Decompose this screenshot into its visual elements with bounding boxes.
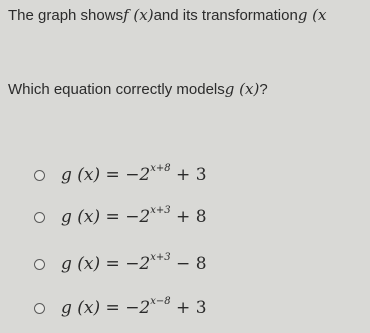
question-mark: ? [259,81,268,98]
gx-math-cut: g (x [297,6,327,24]
radio-button-b[interactable] [34,212,45,223]
question-line-2 [8,80,268,98]
radio-button-c[interactable] [34,259,45,270]
fx-math: f (x) [123,6,154,24]
question-line-1 [8,6,327,24]
equation-d: g $(x) = -2^{x-8} + 3$ [61,296,207,318]
answer-option-c[interactable] [34,252,207,276]
question-text-1b: and its transformation [153,7,298,24]
question-text-2: Which equation correctly models [8,81,225,98]
equation-b: g $(x) = -2^{x+3} + 8$ [61,205,207,227]
gx-math: g (x) [224,80,260,98]
answer-option-d[interactable] [34,296,207,320]
answer-option-a[interactable] [34,163,207,187]
answer-option-b[interactable] [34,205,207,229]
radio-button-d[interactable] [34,303,45,314]
radio-button-a[interactable] [34,170,45,181]
equation-a: g $(x) = -2^{x+8} + 3$ [61,163,207,185]
question-text-1: The graph shows [8,7,124,24]
equation-c: g $(x) = -2^{x+3} - 8$ [61,252,207,274]
